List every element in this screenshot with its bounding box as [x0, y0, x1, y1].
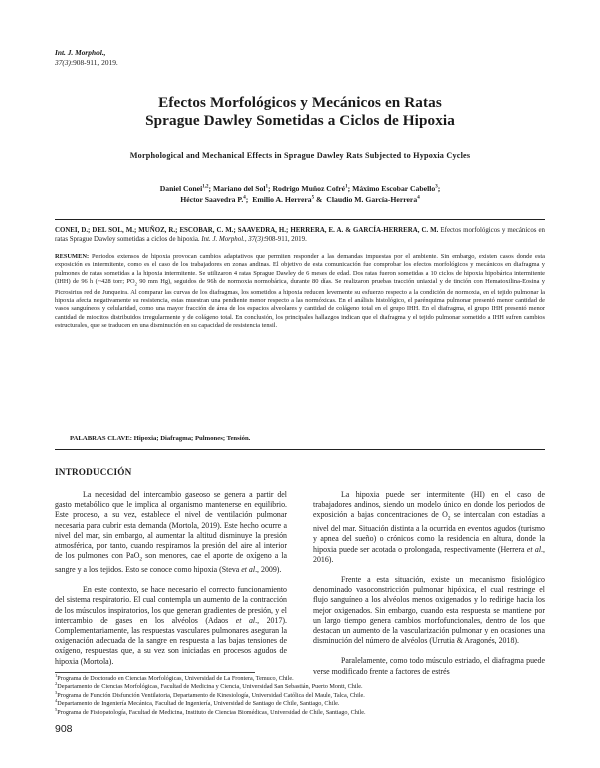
journal-name: Int. J. Morphol., [55, 48, 106, 57]
title-line-1: Efectos Morfológicos y Mecánicos en Ratas [158, 94, 442, 111]
author: Daniel Conei$^{1,2}$; [159, 184, 213, 193]
divider-bottom [55, 449, 545, 450]
paragraph: La necesidad del intercambio gaseoso se genera a partir del gasto metabólico que le implica al organismo mantenerse en equilibrio. Este proceso, a su vez, establece el nivel de ventilación pulmonar necesaria para cubrir esta demanda (Mortola, 2019). Este hecho ocurre a nivel del mar, sin embargo, al aumentar la altitud disminuye la presión atmosférica, por tanto, cuando respiramos la presión del aire al interior de los pulmones con PaO$_2$ son menores, cae el aporte de oxígeno a la sangre y a los tejidos. Esto se conoce como hipoxia (Steva et al., 2009). [55, 490, 287, 574]
divider-top [55, 219, 545, 220]
footnote: $^5$Programa de Fisiopatología, Facultad de Medicina, Instituto de Ciencias Biomédicas, Universidad de Chile, Santiago, Chile. [55, 706, 366, 716]
footnote: $^3$Programa de Función Disfunción Ventilatoria, Departamento de Kinesiología, Universidad Católica del Maule, Talca, Chile. [55, 689, 365, 699]
footnote: $^2$Departamento de Ciencias Morfológicas, Facultad de Medicina y Ciencia, Universidad San Sebastián, Puerto Montt, Chile. [55, 681, 363, 691]
footnote-rule [55, 672, 255, 673]
title-line-2: Sprague Dawley Sometidas a Ciclos de Hipoxia [145, 112, 455, 129]
section-heading-introduccion: INTRODUCCIÓN [55, 467, 132, 477]
abstract-text-cont: 90 mm Hg), seguidos de 96h de normoxia normobárica, durante 80 días. Se realizaron pruebas tracción uniaxial y de tinción con Hematoxilina-Eosina y Picrosirius red de Junqueira. Al comparar las curvas de los diafragmas, los sometidos a hipoxia reducen levemente su esfuerzo respecto a la condición de normoxia, en el tejido pulmonar la hipoxia afecta negativamente su resistencia, estas muestran una pendiente menor respecto a las normóxicas. En el análisis histológico, el parénquima pulmonar presentó menor cantidad de vasos sanguíneos y celularidad, como una mayor fracción de área de los espacios alveolares y cantidad de colágeno total en el grupo IHH. En el diafragma, el grupo IHH presentó menor cantidad de miocitos distribuidos irregularmente y de colágeno total. En conclusión, los principales hallazgos indican que el diafragma y el tejido pulmonar sometido a IHH sufren cambios estructurales, que se traducen en una disminución en su capacidad de resistencia tensil. [55, 278, 545, 330]
citation-text: Efectos morfológicos y mecánicos en ratas Sprague Dawley sometidas a ciclos de hipoxia. [55, 227, 545, 243]
citation-pages: :908-911, 2019. [263, 236, 307, 243]
paper-title [60, 94, 540, 130]
paragraph: La hipoxia puede ser intermitente (HI) en el caso de trabajadores andinos, siendo un modelo único en donde los periodos de exposición a bajas concentraciones de $O_2$ se intercalan con estadías a nivel del mar. Situación distinta a la ocurrida en eventos agudos (turismo y apnea del sueño) o crónicos como la residencia en altura, donde la hipoxia puede ser acotada o prolongada, respectivamente (Herrera et al., 2016). [313, 490, 545, 564]
author: Mariano del Sol$^1$; [212, 184, 273, 193]
keywords: PALABRAS CLAVE: Hipoxia; Diafragma; Pulmones; Tensión. [70, 435, 251, 442]
citation-journal: Int. J. Morphol., 37(3) [201, 236, 264, 243]
author: Rodrigo Muñoz Cofré$^1$; [272, 184, 353, 193]
abstract-text: Periodos extensos de hipoxia provocan cambios adaptativos que permiten responder a las demandas impuestas por el ambiente. Sin embargo, existen casos donde esta exposición es intermitente, como es el caso de los trabajadores en zonas andinas. El objetivo de esta comunicación fue comprobar los efectos morfológicos y mecánicos en diafragma y pulmones de ratas sometidas a la hipoxia intermitente. Se utilizaron 4 ratas Sprague Dawley de 6 meses de edad. Dos ratas fueron sometidas a 10 ciclos de hipoxia hipobárica intermitente (IHH) de 96 h (~428 torr; PO [55, 253, 545, 286]
journal-volume: 37(3) [55, 57, 72, 67]
journal-volume-pages [55, 58, 118, 68]
paragraph: Frente a esta situación, existe un mecanismo fisiológico denominado vasoconstricción pulmonar hipóxica, el cual restringe el flujo sanguíneo a los alvéolos menos oxigenados y lo redirige hacia los mejor oxigenados. Sin embargo, cuando esta respuesta se mantiene por un largo tiempo genera cambios morfofuncionales, dentro de los que destacan un aumento de la vascularización pulmonar y en ocasiones una disminución del número de alvéolos (Urrutia & Aragonés, 2018). [313, 575, 545, 646]
footnote: $^4$Departamento de Ingeniería Mecánica, Facultad de Ingeniería, Universidad de Santiago de Chile, Santiago, Chile. [55, 698, 340, 708]
citation-authors: CONEI, D.; DEL SOL, M.; MUÑOZ, R.; ESCOBAR, C. M.; SAAVEDRA, H.; HERRERA, E. A. & GARCÍA-HERRERA, C. M. [55, 227, 439, 234]
author: Héctor Saavedra P.$^4$; [180, 194, 251, 204]
journal-header [55, 48, 118, 67]
abstract-label: RESUMEN: [55, 253, 90, 260]
right-column [313, 490, 545, 677]
author: Emilio A. Herrera$^5$ & [252, 194, 325, 204]
paragraph: Paralelamente, como todo músculo estriado, el diafragma puede verse modificado frente a factores de estrés [313, 656, 545, 676]
page-number: 908 [55, 723, 73, 735]
author-line-2 [60, 195, 540, 206]
paper-subtitle: Morphological and Mechanical Effects in Sprague Dawley Rats Subjected to Hypoxia Cycles [129, 151, 471, 160]
footnotes [55, 672, 545, 717]
author: Claudio M. García-Herrera$^4$ [326, 194, 420, 204]
abstract: RESUMEN: Periodos extensos de hipoxia provocan cambios adaptativos que permiten responder a las demandas impuestas por el ambiente. Sin embargo, existen casos donde esta exposición es intermitente, como es el caso de los trabajadores en zonas andinas. El objetivo de esta comunicación fue comprobar los efectos morfológicos y mecánicos en diafragma y pulmones de ratas sometidas a la hipoxia intermitente. Se utilizaron 4 ratas Sprague Dawley de 6 meses de edad. Dos ratas fueron sometidas a 10 ciclos de hipoxia hipobárica intermitente (IHH) de 96 h (~428 torr; $PO_2$ 90 mm Hg), seguidos de 96h de normoxia normobárica, durante 80 días. Se realizaron pruebas tracción uniaxial y de tinción con Hematoxilina-Eosina y Picrosirius red de Junqueira. Al comparar las curvas de los diafragmas, los sometidos a hipoxia reducen levemente su esfuerzo respecto a la condición de normoxia, en el tejido pulmonar la hipoxia afecta negativamente su resistencia, estas muestran una pendiente menor respecto a las normóxicas. En el análisis histológico, el parénquima pulmonar presentó menor cantidad de vasos sanguíneos y celularidad, como una mayor fracción de área de los espacios alveolares y cantidad de colágeno total en el grupo IHH. En el diafragma, el grupo IHH presentó menor cantidad de miocitos distribuidos irregularmente y de colágeno total. En conclusión, los principales hallazgos indican que el diafragma y el tejido pulmonar sometido a IHH sufren cambios estructurales, que se traducen en una disminución en su capacidad de resistencia tensil. [55, 253, 545, 330]
citation-block [55, 226, 545, 244]
author-line-1 [60, 184, 540, 195]
author: Máximo Escobar Cabello$^3$; [352, 184, 441, 193]
journal-pages: :908-911, 2019. [71, 57, 118, 67]
footnote: $^1$Programa de Doctorado en Ciencias Morfológicas, Universidad de La Frontera, Temuco, Chile. [55, 672, 294, 682]
paragraph: En este contexto, se hace necesario el correcto funcionamiento del sistema respiratorio. El cual contempla un aumento de la contracción de los músculos inspiratorios, los que generan gradientes de presión, y el intercambio de gases en los alvéolos (Adaos et al., 2017). Complementariamente, las respuestas vasculares pulmonares aseguran la oxigenación adecuada de la sangre en respuesta a las bajas tensiones de oxígeno, respuestas que, a su vez son iniciadas en procesos agudos de hipoxia (Mortola). [55, 585, 287, 666]
left-column [55, 490, 287, 667]
author-list [60, 184, 540, 205]
